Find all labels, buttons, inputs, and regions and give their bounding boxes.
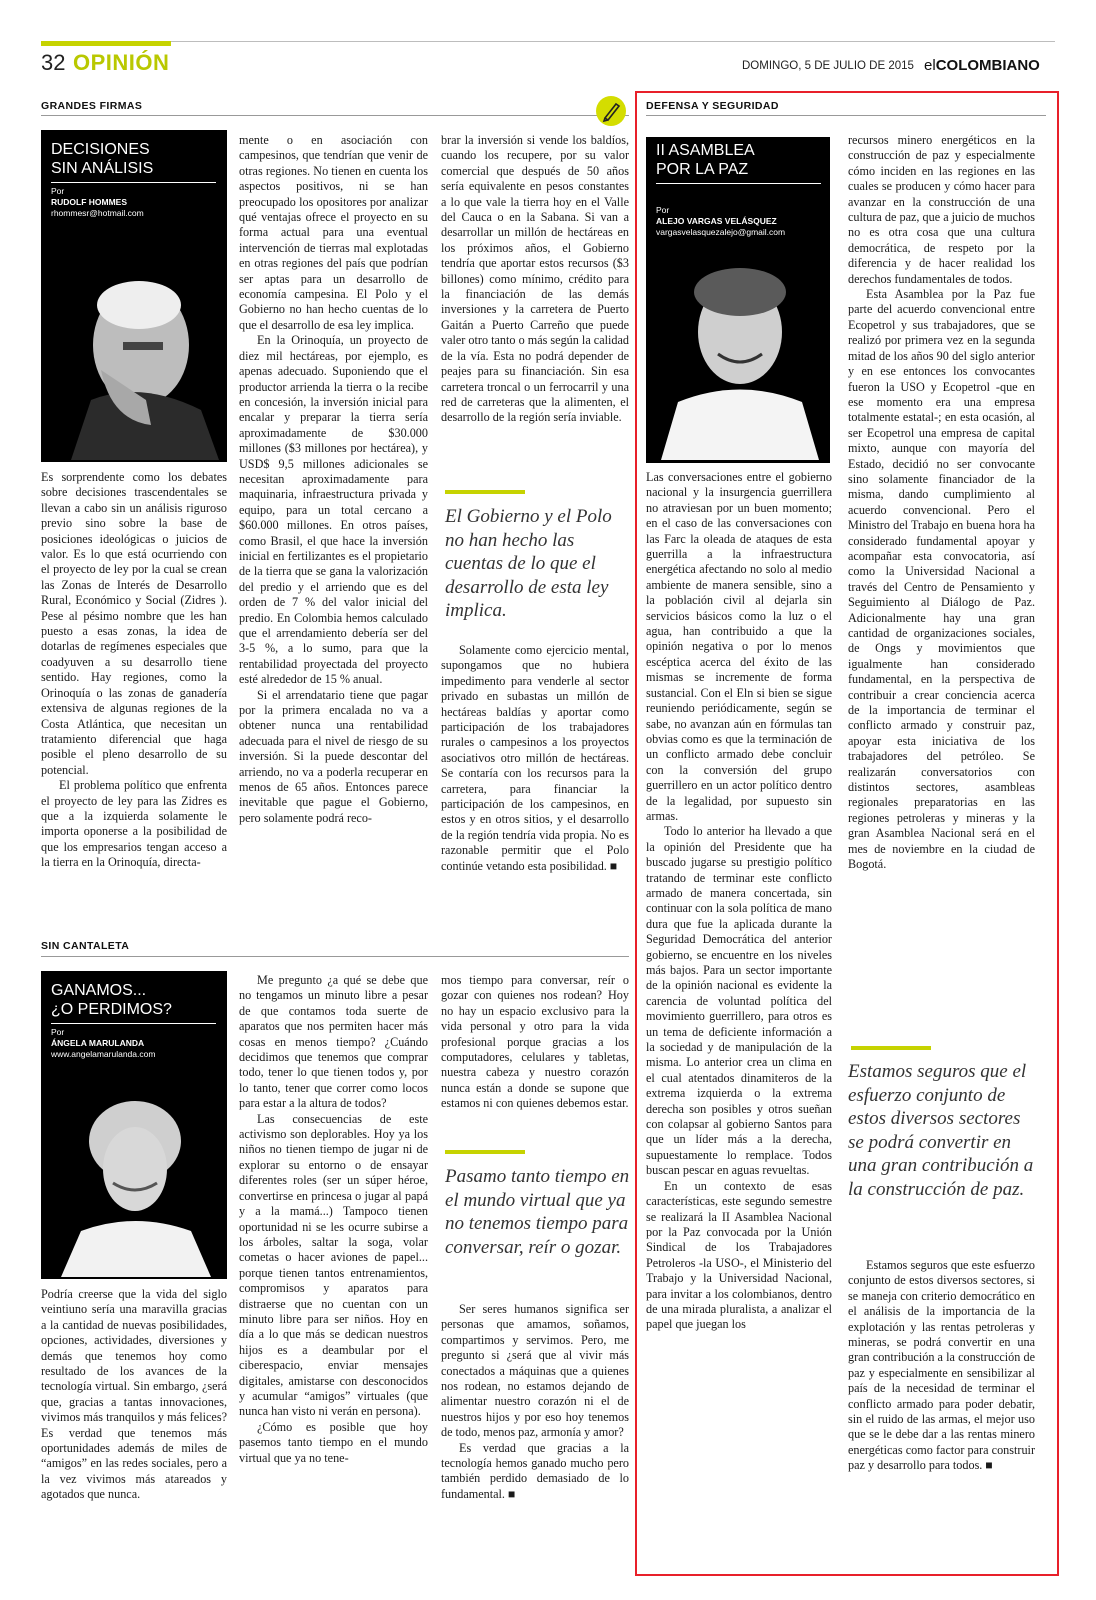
article-title: GANAMOS... ¿O PERDIMOS?	[51, 982, 172, 1018]
pen-icon	[596, 96, 626, 126]
article1-column1: Es sorprendente como los debates sobre decisiones trascendentales se llevan a cabo sin un análisis riguroso previo sino sobre la base de posiciones ideológicas o juicios de valor. Es lo que está ocurriendo con el proyecto de ley por la cual se crean las Zonas de Interés de Desarrollo Rural, Económico y Social (Zidres ). Pese al pésimo nombre que les han puesto a esas zonas, la idea de dotarlas de regímenes especiales que coadyuven a su desarrollo tiene sentido. Hay regiones, como la Orinoquía o las zonas de ganadería extensiva de algunas regiones de la Costa Atlántica, que necesitan un tratamiento diferencial que haga posible el pleno desarrollo de su potencial. El problema político que enfrenta el proyecto de ley para las Zidres es que a la izquierda solamente le importa oponerse a la posibilidad de que los empresarios tengan acceso a la tierra en la Orinoquía, directa-	[41, 470, 227, 870]
article1-column3: brar la inversión si vende los baldíos, cuando los recupere, por su valor comercial que después de 50 años sería equivalente en pesos constantes a lo que vale la tierra hoy en el Valle del Cauca o en la Sabana. Si van a desarrollar un millón de hectáreas en los próximos años, el Gobierno tendría que aportar estos recursos ($3 billones) como mínimo, crédito para la financiación de las demás inversiones y la carretera de Puerto Gaitán a Puerto Carreño que puede valer otro tanto o más según la calidad de la vía. Esta no podrá depender de peajes para su financiación. Sin esa carretera troncal o un ferrocarril y una red de carreteras que la alimenten, el desarrollo de la región sería inviable.	[441, 133, 629, 425]
brand-name: COLOMBIANO	[935, 57, 1040, 74]
column-head-rule	[41, 956, 629, 957]
byline: Por ÁNGELA MARULANDA www.angelamarulanda.com	[51, 1027, 156, 1059]
article3-column2-cont: Estamos seguros que este esfuerzo conjunto de estos diversos sectores, si se maneja con criterio democrático en el análisis de la importancia de la explotación y las rentas petroleras y mineras, se podrá convertir en una gran contribución a la construcción de paz y especialmente en sensibilizar al país de la necesidad de terminar el conflicto armado para poder debatir, sin el ruido de las armas, el mejor uso que se le debe dar a las rentas minero energéticas como factor para construir paz y desarrollo para todos. ■	[848, 1258, 1035, 1473]
column-head-grandes-firmas: GRANDES FIRMAS	[41, 100, 143, 112]
pullquote-bar	[445, 1150, 525, 1154]
article-title: DECISIONES SIN ANÁLISIS	[51, 141, 154, 177]
column-head-rule	[41, 115, 629, 116]
column-head-sin-cantaleta: SIN CANTALETA	[41, 940, 130, 952]
pullquote: Estamos seguros que el esfuerzo conjunto de estos diversos sectores se podrá convertir en una gran contribución a la construcción de paz.	[848, 1061, 1034, 1200]
article3-column2: recursos minero energéticos en la construcción de paz y especialmente cómo inciden en las regiones en las cuales se producen y cómo hacer para avanzar en la construcción de una cultura de paz, que a juicio de muchos no es otra cosa que una cultura democrática, de respeto por la diferencia y de hacer realidad los derechos fundamentales de todos. Esta Asamblea por la Paz fue parte del acuerdo convencional entre Ecopetrol y sus trabajadores, que se realizó por primera vez en la segunda mitad de los años 90 del siglo anterior y en ese entonces los convocantes fueron la USO y Ecopetrol -que en ese momento era una empresa totalmente estatal-; en esta ocasión, al ser Ecopetrol una empresa de capital mixto, aunque con mayoría del Estado, decidió no ser convocante sino solamente financiador de la misma, dando cumplimiento al acuerdo convencional. Pero el Ministro del Trabajo en buena hora ha considerado fundamental apoyar y acompañar esta convocatoria, así como la Universidad Nacional a través del Centro de Pensamiento y Seguimiento al Diálogo de Paz. Adicionalmente hay una gran cantidad de organizaciones sociales, de Ongs y movimientos que igualmente han considerado fundamental, en la perspectiva de contribuir a crear conciencia acerca de la importancia de terminar el conflicto armado y construir paz, apoyar esta iniciativa de los trabajadores del petróleo. Se realizarán conversatorios con distintos sectores, asambleas regionales preparatorias en las regiones petroleras y mineras y la gran Asamblea Nacional será en el mes de noviembre en la ciudad de Bogotá.	[848, 133, 1035, 872]
article2-column3-cont: Ser seres humanos significa ser personas que amamos, soñamos, compartimos y servimos. Pero, me pregunto si ¿será que al vivir más conectados a máquinas que a quienes nos rodean, no estamos dejando de alimentar nuestro corazón ni el de nuestros hijos y por eso hoy tenemos de todo, menos paz, armonía y amor? Es verdad que gracias a la tecnología hemos ganado mucho pero también perdido demasiado de lo fundamental. ■	[441, 1302, 629, 1501]
brand-prefix: el	[924, 57, 936, 74]
section-title: OPINIÓN	[73, 50, 170, 75]
header-rule	[41, 41, 1055, 42]
page-number: 32	[41, 50, 66, 75]
selection-frame	[635, 91, 1059, 1576]
author-photo	[51, 1071, 219, 1277]
article2-column1: Podría creerse que la vida del siglo veintiuno sería una maravilla gracias a la cantidad de nuevas posibilidades, opciones, actividades, diversiones y demás que tenemos hoy como resultado de los avances de la tecnología virtual. Sin embargo, ¿será que, gracias a tantas innovaciones, vivimos más tranquilos y más felices? Es verdad que tenemos más oportunidades además de miles de “amigos” en las redes sociales, pero a la vez vivimos más atareados y agotados que nunca.	[41, 1287, 227, 1502]
article2-column2: Me pregunto ¿a qué se debe que no tengamos un minuto libre a pesar de que contamos toda suerte de aparatos que nos permiten hacer más cosas en menos tiempo? ¿Cuándo decidimos que tenemos que comprar todo, tener lo que tienen todos y, por lo tanto, tener que correr como locos para estar a la altura de todos? Las consecuencias de este activismo son deplorables. Hoy ya los niños no tienen tiempo de jugar ni de explorar su entorno o de ensayar diferentes roles (ser un súper héroe, convertirse en princesa o jugar al papá y a la mamá...) Tampoco tienen oportunidad ni se les ocurre subirse a los árboles, saltar la soga, volar cometas o hacer aviones de papel... porque tienen tantos entrenamientos, compromisos y aparatos para distraerse que no cuentan con un minuto libre para ser niños. Hoy en día a lo que más se dedican nuestros hijos es a deambular por el ciberespacio, enviar mensajes digitales, amistarse con desconocidos y acumular “amigos” virtuales (que nunca han visto ni verán en persona). ¿Cómo es posible que hoy pasemos tanto tiempo en el mundo virtual que ya no tene-	[239, 973, 428, 1465]
title-divider	[51, 1023, 216, 1024]
article1-column2: mente o en asociación con campesinos, que tendrían que venir de otras regiones. No tienen en cuenta los aspectos positivos, ni se han preocupado los opositores por analizar qué ventajas ofrece el proyecto en su forma actual para una eventual intervención de tierras mal explotadas en otras regiones del país que podrían ser aptas para un desarrollo de economía campesina. El Polo y el Gobierno no han hecho cuentas de lo que el desarrollo de esa ley implica. En la Orinoquía, un proyecto de diez mil hectáreas, por ejemplo, es apenas adecuado. Suponiendo que el productor arrienda la tierra o la recibe en concesión, la inversión inicial para encalar y preparar la tierra sería aproximadamente de $30.000 millones ($3 millones por hectárea), y USD$ 9,5 millones adicionales se necesitan aproximadamente para maquinaria, infraestructura privada y equipo, para un total cercano a $60.000 millones. En otros países, como Brasil, el que hace la inversión inicial en fertilizantes es el propietario de la tierra que se gana la valorización del predio y el arriendo que es del orden de 7 % del valor inicial del predio. En Colombia hemos calculado que el arrendamiento debería ser del 3-5 %, a lo sumo, para que la rentabilidad proyectada del proyecto esté alrededor de 15 % anual. Si el arrendatario tiene que pagar por la primera encalada no va a obtener nunca una rentabilidad adecuada para el nivel de riesgo de su inversión. Si la puede descontar del arriendo, no va a poderla recuperar en menos de 65 años. Entonces parece inevitable que pague el Gobierno, pero solamente podrá reco-	[239, 133, 428, 825]
pullquote: Pasamo tanto tiempo en el mundo virtual que ya no tenemos tiempo para conversar, reír o gozar.	[445, 1166, 630, 1258]
author-box-hommes	[41, 130, 227, 462]
byline: Por RUDOLF HOMMES rhommesr@hotmail.com	[51, 186, 144, 218]
article3-column1: Las conversaciones entre el gobierno nacional y la insurgencia guerrillera no atraviesan por un buen momento; en el caso de las conversaciones con las Farc la oleada de ataques de esta guerrilla a la infraestructura energética afectando no solo al medio ambiente de manera sensible, sino a la población civil al dejarla sin servicios básicos como la luz o el agua, han contribuido a que la opinión negativa o por lo menos escéptica acerca del éxito de las mismas se incremente de forma sustancial. Con el Eln si bien se sigue reuniendo periódicamente, según se sabe, no avanzan aún en fórmulas tan obvias como es que la terminación de un conflicto armado debe concluir con la conversión del grupo guerrillero en un actor político dentro de la legalidad, por supuesto sin armas. Todo lo anterior ha llevado a que la opinión del Presidente que ha buscado jugarse su prestigio político tratando de terminar este conflicto armado de manera concertada, sin continuar con la sola política de mano dura que fue la aplicada durante la Seguridad Democrática del anterior gobierno, se encuentre en los niveles más bajos. Para un sector importante de la opinión nacional es evidente la carencia de voluntad política del movimiento guerrillero, para otros es un tema de deficiente información a la sociedad y de manipulación de la misma. Lo anterior crea un clima en el cual atentados dinamiteros de la extrema izquierda o la extrema derecha son posibles y otros sueñan con colapsar al gobierno Santos para que un líder más a la derecha, supuestamente lo remplace. Todos buscan pescar en aguas revueltas. En un contexto de esas características, este segundo semestre se realizará la II Asamblea Nacional por la Paz convocada por la Unión Sindical de los Trabajadores Petroleros -la USO-, el Ministerio del Trabajo y la Universidad Nacional, para invitar a los colombianos, dentro de una mirada pluralista, a analizar el papel que juegan los	[646, 470, 832, 1332]
issue-date: DOMINGO, 5 DE JULIO DE 2015	[742, 60, 914, 72]
article2-column3: mos tiempo para conversar, reír o gozar con quienes nos rodean? Hoy no hay un espacio exclusivo para la vida personal y otro para la vida profesional porque gracias a los computadores, celulares y tabletas, nuestra cabeza y nuestro corazón nunca están a donde se supone que estamos ni con quienes debemos estar.	[441, 973, 629, 1111]
pullquote: El Gobierno y el Polo no han hecho las cuentas de lo que el desarrollo de esta ley implica.	[445, 506, 612, 621]
author-box-marulanda	[41, 971, 227, 1279]
title-divider	[51, 182, 216, 183]
byline: Por ALEJO VARGAS VELÁSQUEZ vargasvelasquezalejo@gmail.com	[656, 205, 786, 237]
article-title: II ASAMBLEA POR LA PAZ	[656, 142, 755, 178]
section-accent-bar	[41, 41, 171, 46]
article1-column3-cont: Solamente como ejercicio mental, supongamos que no hubiera impedimento para venderle al sector privado en subastas un millón de hectáreas baldías y aportar como participación de los trabajadores rurales o campesinos a los proyectos asociativos otro millón de hectáreas. Se contaría con los recursos para la carretera, para financiar la participación de los campesinos, en estos y en otros sitios, y el desarrollo de la región tendría vida propia. No es razonable permitir que el Polo continúe vetando esta posibilidad. ■	[441, 643, 629, 873]
author-photo	[51, 250, 219, 460]
newspaper-brand	[924, 57, 1040, 74]
pullquote-bar	[445, 490, 525, 494]
column-head-defensa: DEFENSA Y SEGURIDAD	[646, 100, 779, 112]
